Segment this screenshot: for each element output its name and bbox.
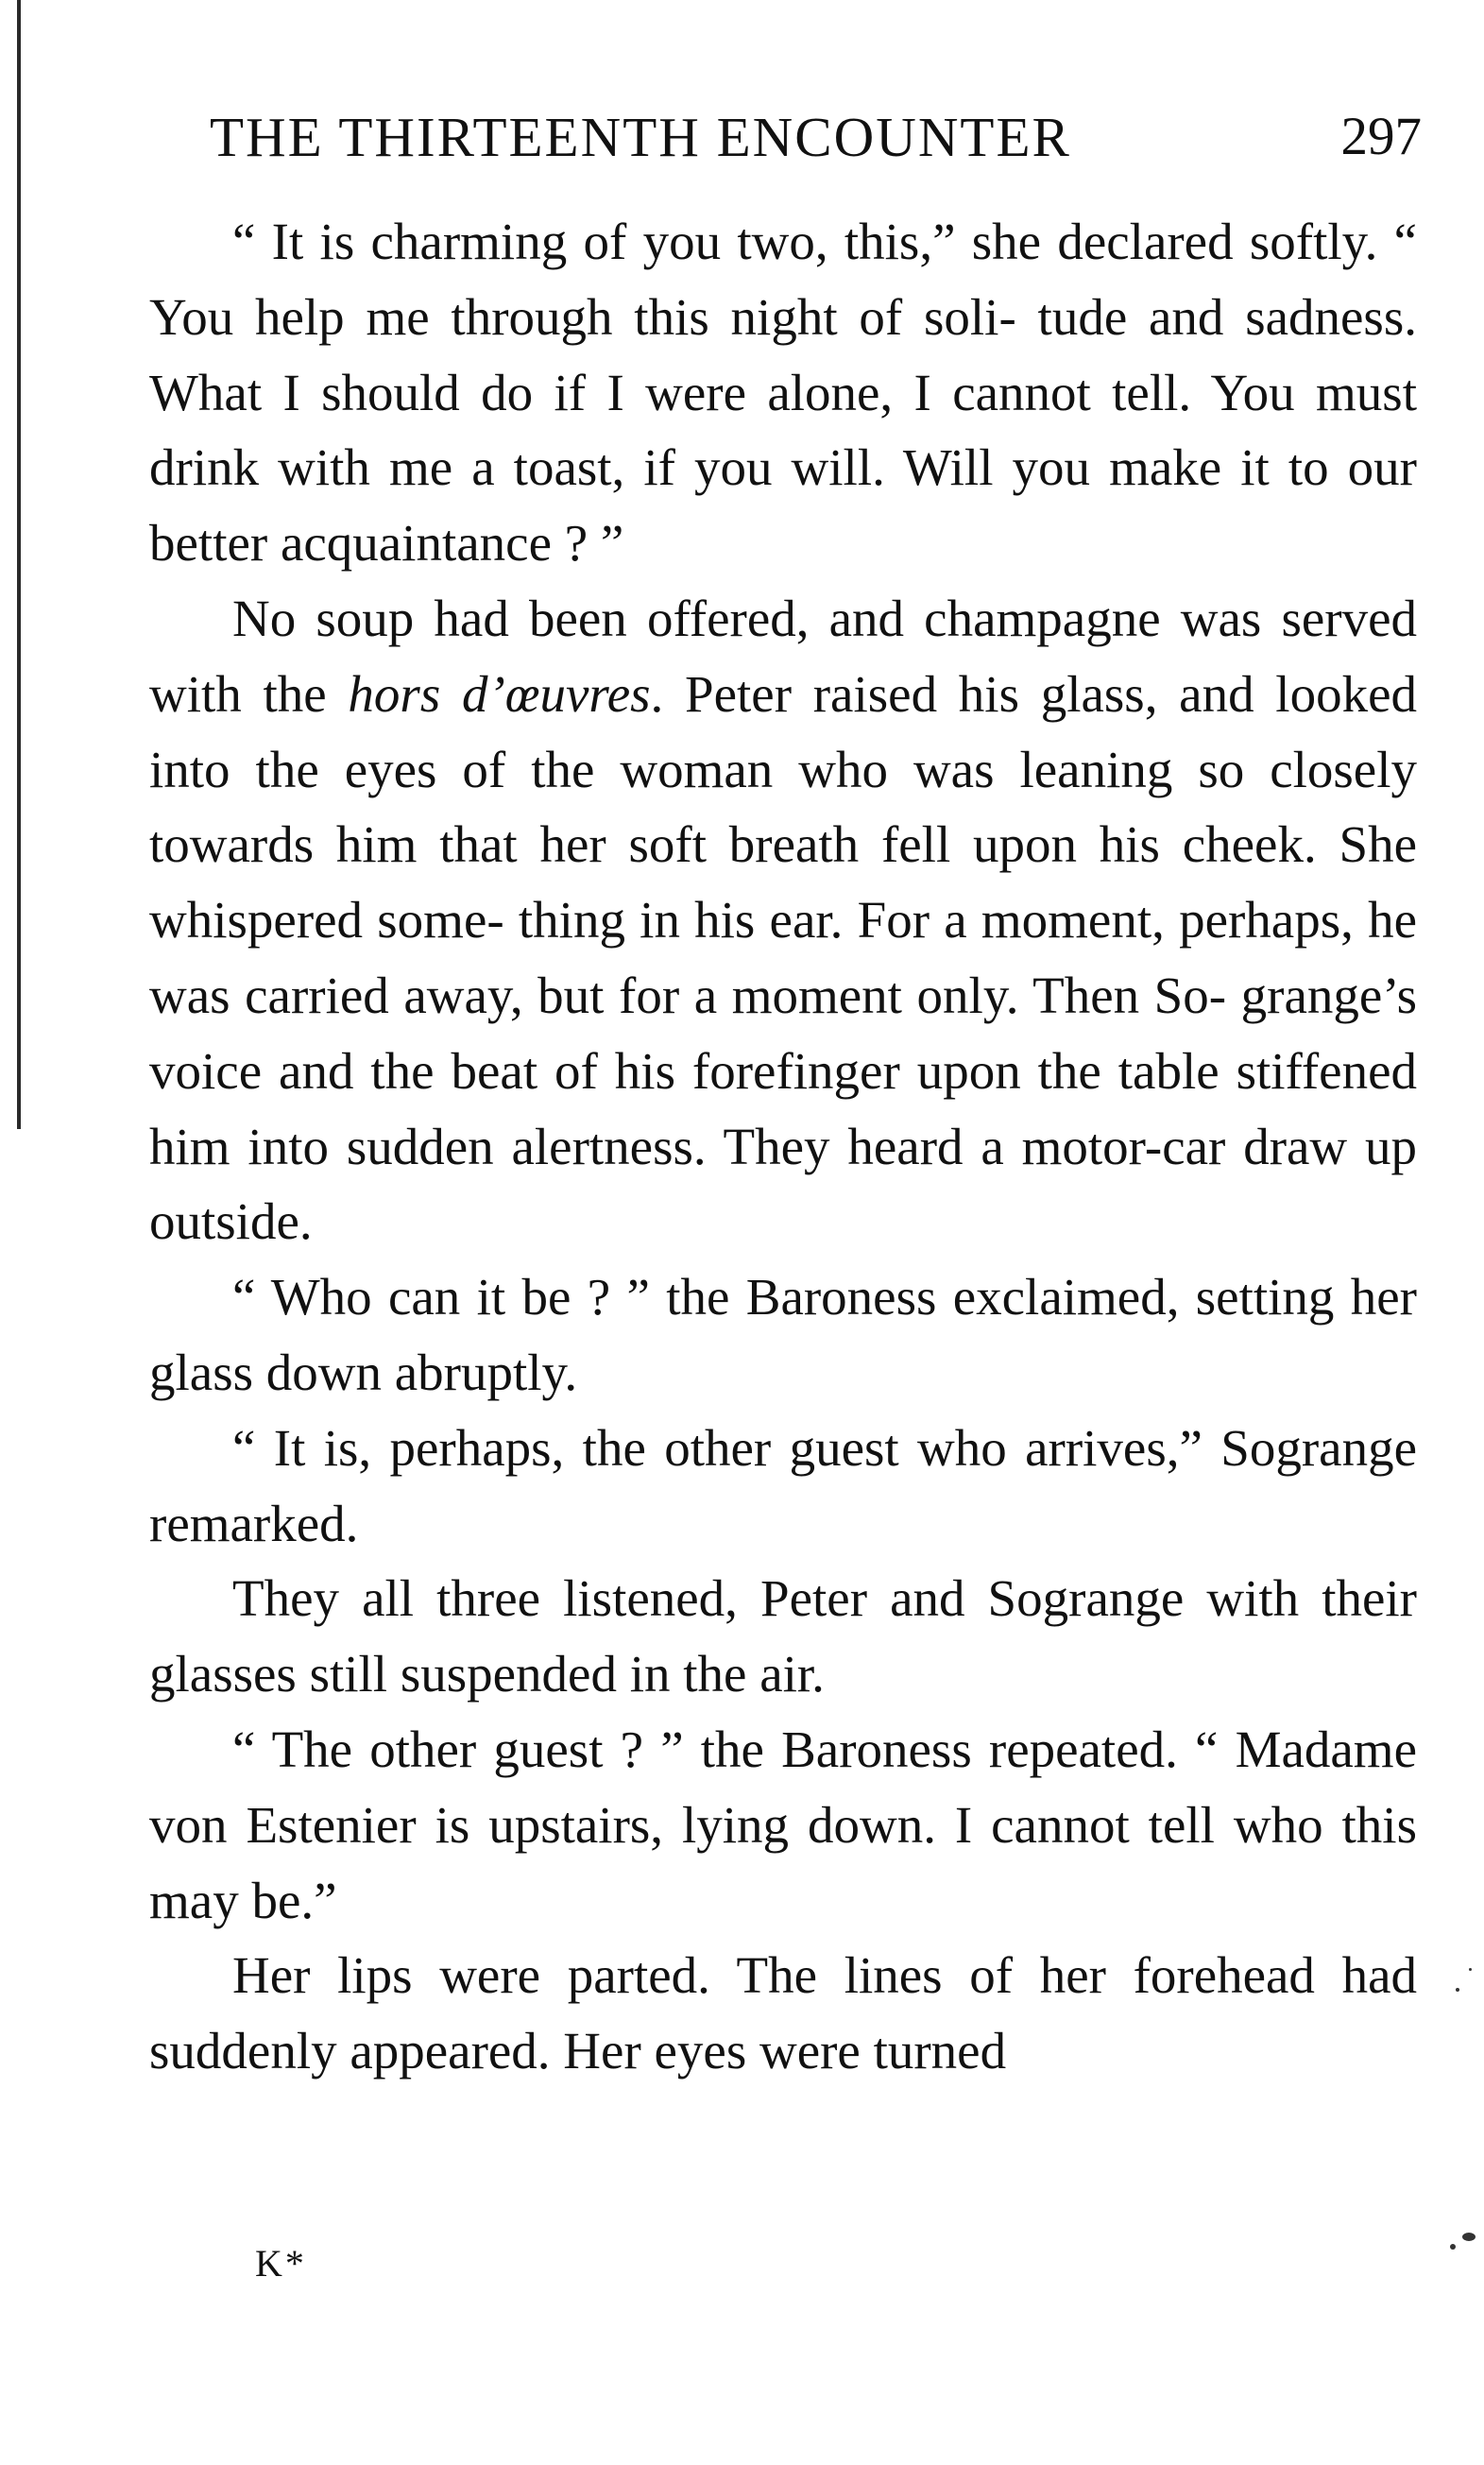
paragraph: They all three listened, Peter and Sogrange with their glasses still suspended in the air.: [149, 1569, 1417, 1703]
running-title: THE THIRTEENTH ENCOUNTER: [210, 106, 1071, 168]
italic-phrase: hors d’œuvres: [348, 664, 651, 723]
paragraph: “ It is charming of you two, this,” she declared softly. “ You help me through this night of soli- tude and sadness. What I should do if I were alone, I cannot tell. You must drink with me a toast, if you will. Will you make it to our better acquaintance ? ”: [149, 213, 1417, 573]
paragraph: “ It is, perhaps, the other guest who arrives,” Sogrange remarked.: [149, 1418, 1417, 1552]
signature-mark: K*: [255, 2242, 307, 2285]
body-text: [149, 204, 1417, 2089]
page-number: 297: [1340, 107, 1422, 166]
ink-speck: [1469, 1968, 1472, 1971]
paragraph: Her lips were parted. The lines of her forehead had suddenly appeared. Her eyes were turned: [149, 1946, 1417, 2080]
ink-speck: [1456, 1988, 1459, 1992]
paragraph: “ Who can it be ? ” the Baroness exclaimed, setting her glass down abruptly.: [149, 1268, 1417, 1401]
binding-edge-line: [17, 0, 21, 1129]
paragraph: No soup had been offered, and champagne was served with the hors d’œuvres. Peter raised his glass, and looked into the eyes of the woman who was leaning so closely towards him that her soft breath fell upon his cheek. She whispered some- thing in his ear. For a moment, perhaps, he was carried away, but for a moment only. Then So- grange’s voice and the beat of his forefinger upon the table stiffened him into sudden alertness. They heard a motor-car draw up outside.: [149, 589, 1417, 1251]
ink-speck: [1462, 2233, 1475, 2241]
page-header: [210, 99, 1422, 175]
paragraph: “ The other guest ? ” the Baroness repeated. “ Madame von Estenier is upstairs, lying down. I cannot tell who this may be.”: [149, 1720, 1417, 1929]
ink-speck: [1450, 2244, 1456, 2250]
